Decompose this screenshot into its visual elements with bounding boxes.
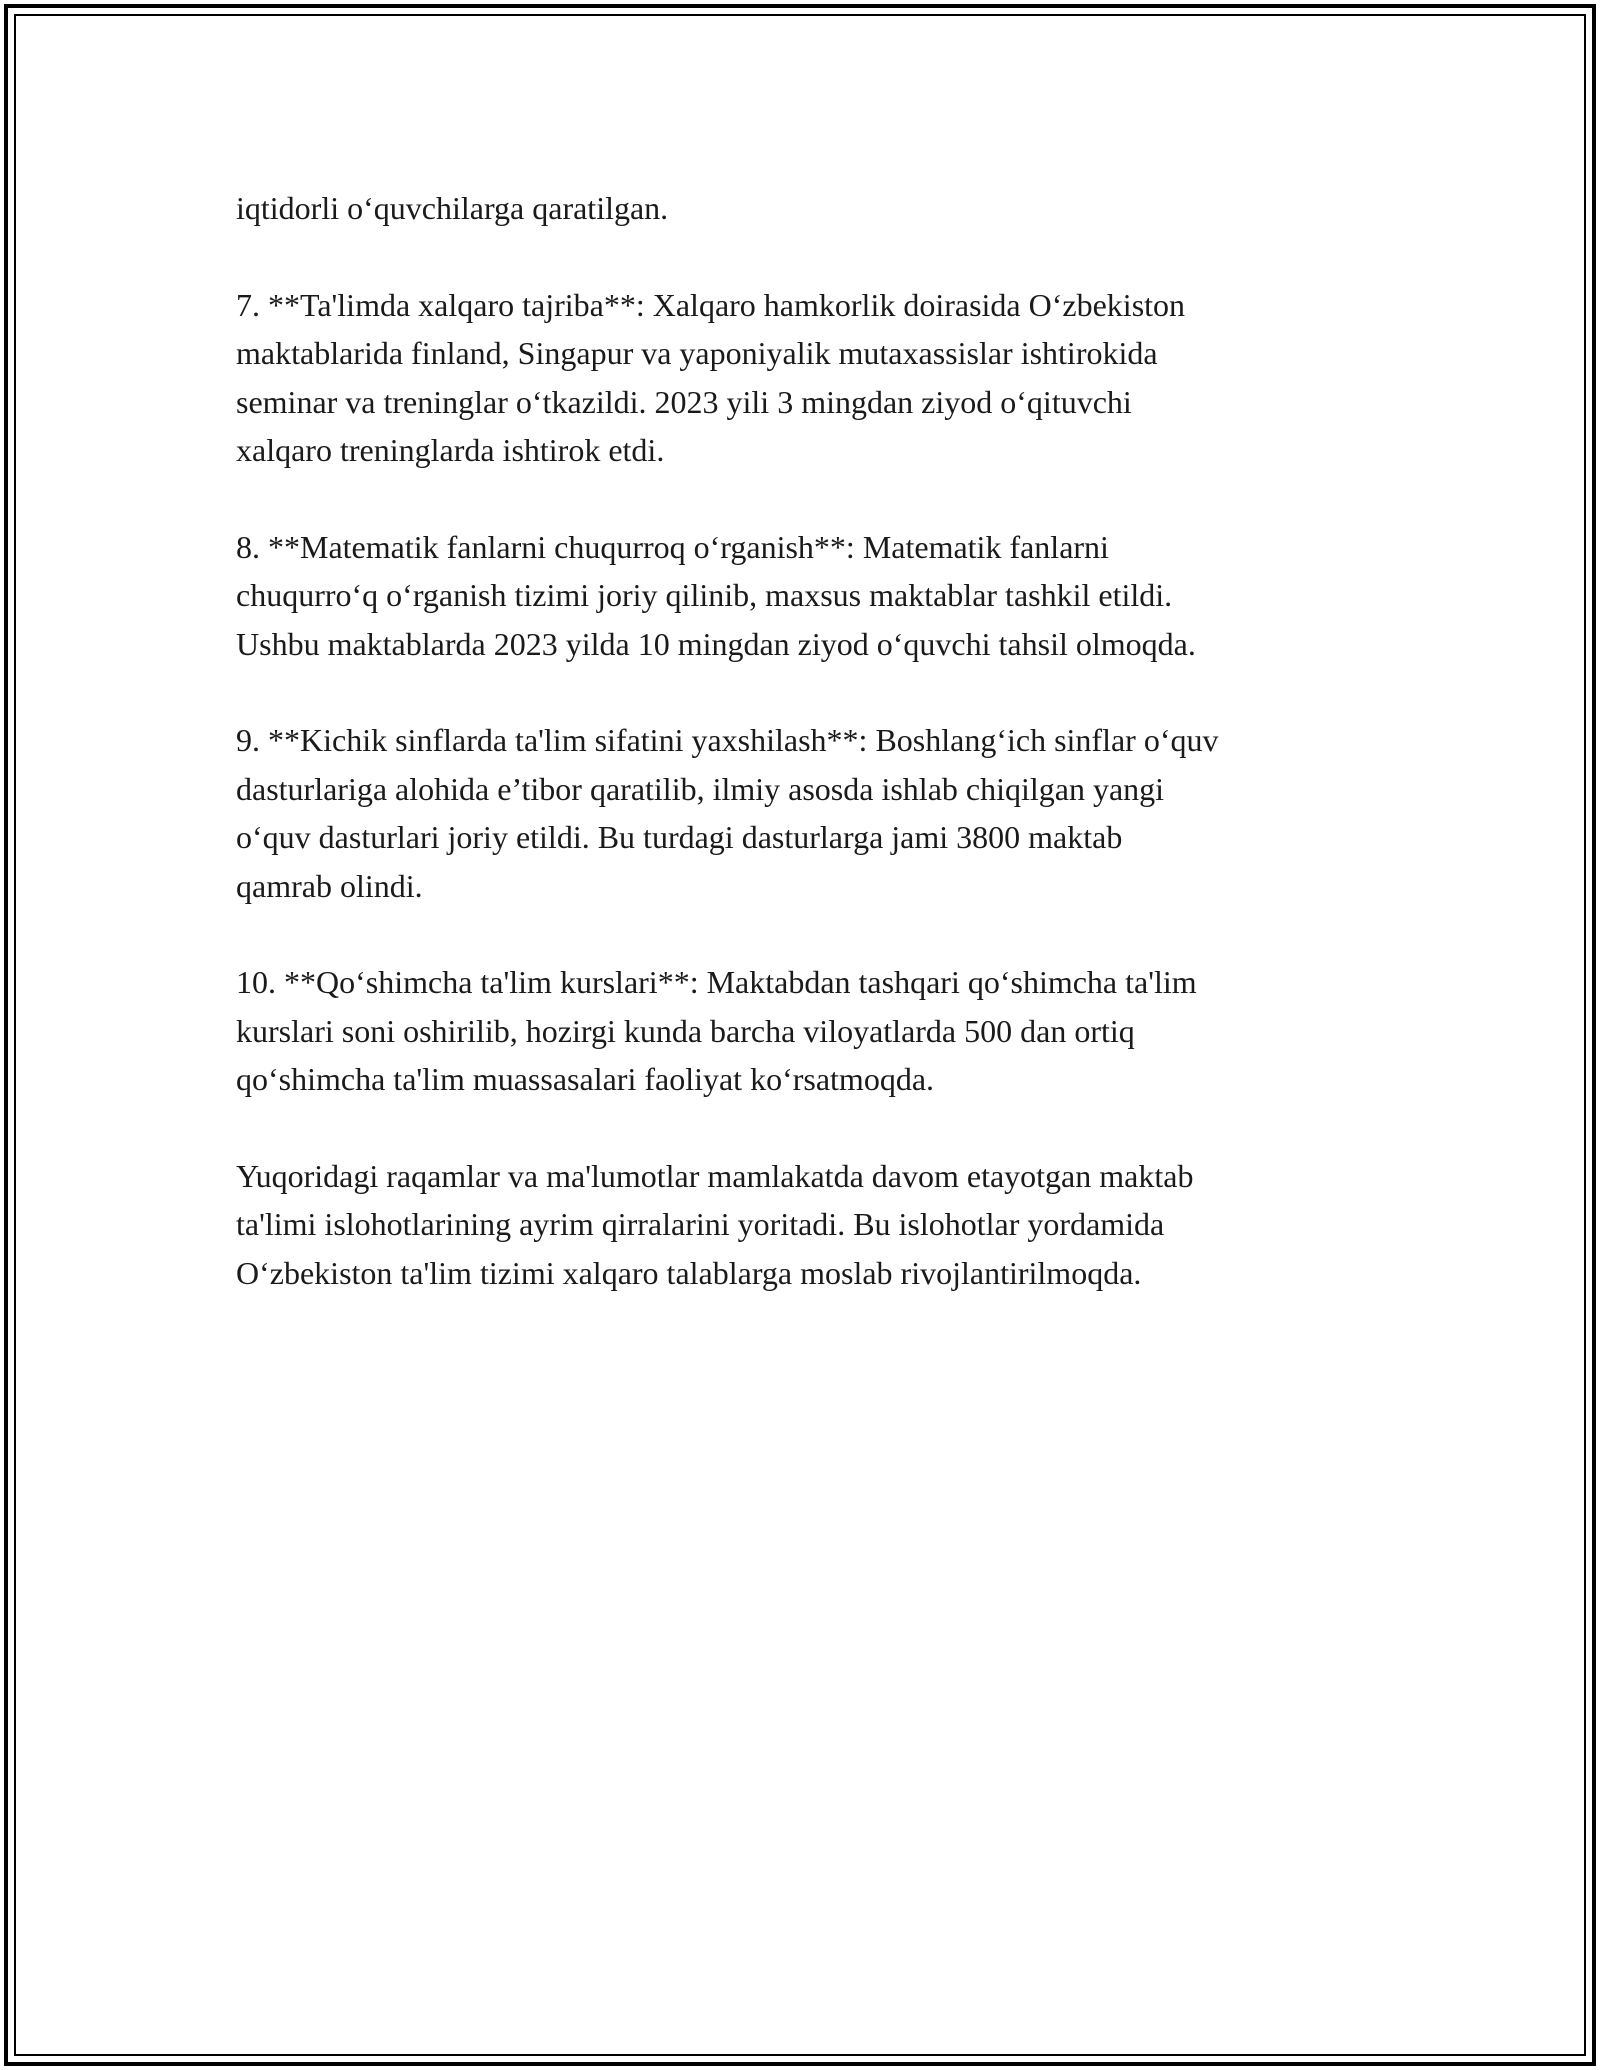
text-line: xalqaro treninglarda ishtirok etdi. xyxy=(236,432,665,468)
text-line: O‘zbekiston ta'lim tizimi xalqaro talablarga moslab rivojlantirilmoqda. xyxy=(236,1254,1142,1291)
paragraph-item-8 xyxy=(236,523,1396,669)
text-line: seminar va treninglar o‘tkazildi. 2023 yili 3 mingdan ziyod o‘qituvchi xyxy=(236,383,1132,420)
text-line: qamrab olindi. xyxy=(236,867,423,904)
text-line: dasturlariga alohida e’tibor qaratilib, ilmiy asosda ishlab chiqilgan yangi xyxy=(236,770,1165,807)
text-line: 7. **Ta'limda xalqaro tajriba**: Xalqaro hamkorlik doirasida O‘zbekiston xyxy=(236,286,1186,323)
text-line: iqtidorli o‘quvchilarga qaratilgan. xyxy=(236,190,669,226)
text-line: Ushbu maktablarda 2023 yilda 10 mingdan ziyod o‘quvchi tahsil olmoqda. xyxy=(236,625,1196,662)
text-line: qo‘shimcha ta'lim muassasalari faoliyat ko‘rsatmoqda. xyxy=(236,1061,935,1097)
text-line: 10. **Qo‘shimcha ta'lim kurslari**: Maktabdan tashqari qo‘shimcha ta'lim xyxy=(236,964,1197,1000)
paragraph-intro-continuation xyxy=(236,184,1396,233)
document-body xyxy=(236,184,1396,1345)
text-line: ta'limi islohotlarining ayrim qirralarini yoritadi. Bu islohotlar yordamida xyxy=(236,1206,1165,1242)
text-line: kurslari soni oshirilib, hozirgi kunda barcha viloyatlarda 500 dan ortiq xyxy=(236,1012,1135,1049)
paragraph-item-7 xyxy=(236,281,1396,475)
text-line: maktablarida finland, Singapur va yaponiyalik mutaxassislar ishtirokida xyxy=(236,335,1158,371)
text-line: chuqurro‘q o‘rganish tizimi joriy qilinib, maxsus maktablar tashkil etildi. xyxy=(236,577,1173,613)
paragraph-item-10 xyxy=(236,958,1396,1104)
text-line: o‘quv dasturlari joriy etildi. Bu turdagi dasturlarga jami 3800 maktab xyxy=(236,819,1123,855)
text-line: 8. **Matematik fanlarni chuqurroq o‘rganish**: Matematik fanlarni xyxy=(236,528,1109,565)
text-line: 9. **Kichik sinflarda ta'lim sifatini yaxshilash**: Boshlang‘ich sinflar o‘quv xyxy=(236,722,1219,758)
paragraph-conclusion xyxy=(236,1152,1396,1298)
paragraph-item-9 xyxy=(236,716,1396,910)
text-line: Yuqoridagi raqamlar va ma'lumotlar mamlakatda davom etayotgan maktab xyxy=(236,1157,1194,1194)
